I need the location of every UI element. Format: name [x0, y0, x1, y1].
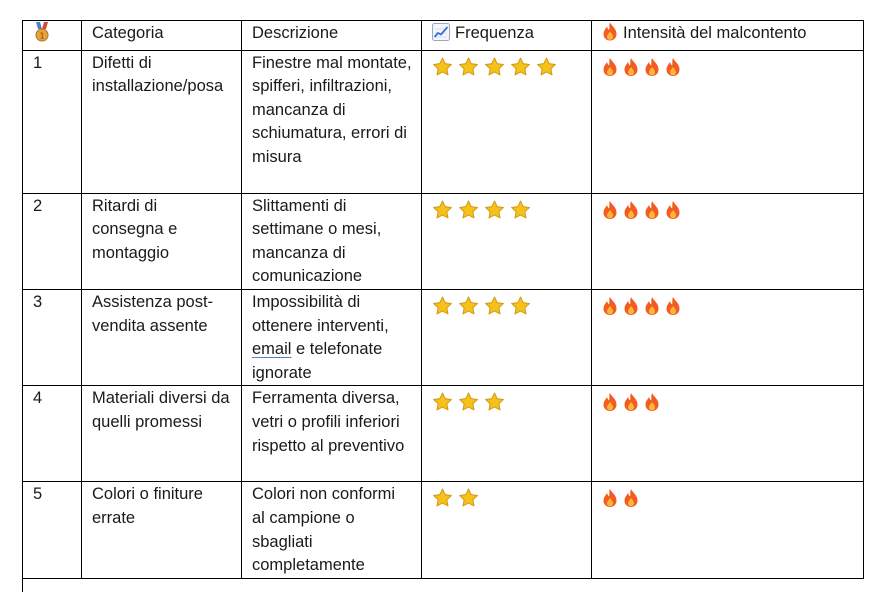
header-category: Categoria — [82, 21, 242, 51]
fire-icon — [665, 200, 681, 220]
header-intensity-label: Intensità del malcontento — [623, 24, 807, 42]
star-icon — [510, 200, 531, 220]
cell-rank: 3 — [23, 289, 82, 385]
cell-category: Materiali diversi da quelli promessi — [82, 386, 242, 482]
table-body — [23, 50, 864, 578]
fire-icon — [623, 392, 639, 412]
star-icon — [510, 57, 531, 77]
cell-description: Ferramenta diversa, vetri o profili inferiori rispetto al preventivo — [242, 386, 422, 482]
cell-rank: 2 — [23, 193, 82, 289]
cell-rank: 4 — [23, 386, 82, 482]
fire-icon — [623, 57, 639, 77]
star-icon — [536, 57, 557, 77]
frequency-rating — [432, 291, 582, 317]
header-rank — [23, 21, 82, 51]
frequency-rating — [432, 387, 582, 413]
cell-category: Colori o finiture errate — [82, 482, 242, 578]
star-icon — [484, 57, 505, 77]
table-row — [23, 482, 864, 578]
intensity-rating — [602, 387, 854, 413]
cell-category: Difetti di installazione/posa — [82, 50, 242, 193]
svg-text:1: 1 — [39, 31, 45, 41]
star-icon — [432, 296, 453, 316]
frequency-rating — [432, 195, 582, 221]
cell-rank: 5 — [23, 482, 82, 578]
fire-icon — [623, 488, 639, 508]
fire-icon — [665, 296, 681, 316]
header-description: Descrizione — [242, 21, 422, 51]
intensity-rating — [602, 52, 854, 78]
fire-icon — [602, 57, 618, 77]
table-row — [23, 289, 864, 385]
cell-intensity — [592, 386, 864, 482]
star-icon — [458, 392, 479, 412]
cell-description — [242, 289, 422, 385]
star-icon — [432, 200, 453, 220]
star-icon — [510, 296, 531, 316]
header-frequency — [422, 21, 592, 51]
star-icon — [484, 200, 505, 220]
cell-description: Colori non conformi al campione o sbagliati completamente — [242, 482, 422, 578]
fire-icon — [623, 200, 639, 220]
intensity-rating — [602, 483, 854, 509]
intensity-rating — [602, 195, 854, 221]
cell-category: Assistenza post-vendita assente — [82, 289, 242, 385]
fire-icon — [644, 392, 660, 412]
cell-frequency — [422, 50, 592, 193]
header-row — [23, 21, 864, 51]
intensity-rating — [602, 291, 854, 317]
star-icon — [458, 57, 479, 77]
star-icon — [432, 392, 453, 412]
table-row — [23, 193, 864, 289]
fire-icon — [644, 200, 660, 220]
cell-intensity — [592, 482, 864, 578]
star-icon — [432, 488, 453, 508]
table-row — [23, 386, 864, 482]
cell-intensity — [592, 289, 864, 385]
description-text: e telefonate ignorate — [252, 340, 383, 382]
star-icon — [484, 296, 505, 316]
star-icon — [458, 200, 479, 220]
cell-description: Slittamenti di settimane o mesi, mancanza di comunicazione — [242, 193, 422, 289]
cell-intensity — [592, 193, 864, 289]
fire-icon — [644, 296, 660, 316]
fire-icon — [602, 200, 618, 220]
star-icon — [432, 57, 453, 77]
header-intensity — [592, 21, 864, 51]
frequency-rating — [432, 483, 582, 509]
fire-icon — [623, 296, 639, 316]
fire-icon — [602, 488, 618, 508]
fire-icon — [602, 392, 618, 412]
cell-frequency — [422, 482, 592, 578]
spellcheck-word: email — [252, 340, 292, 359]
frequency-rating — [432, 52, 582, 78]
star-icon — [458, 296, 479, 316]
table-row — [23, 50, 864, 193]
fire-icon — [644, 57, 660, 77]
cell-description: Finestre mal montate, spifferi, infiltrazioni, mancanza di schiumatura, errori di misura — [242, 50, 422, 193]
star-icon — [484, 392, 505, 412]
header-frequency-label: Frequenza — [455, 24, 534, 42]
chart-increasing-icon — [432, 23, 450, 49]
cell-category: Ritardi di consegna e montaggio — [82, 193, 242, 289]
medal-icon — [33, 22, 51, 50]
cell-rank: 1 — [23, 50, 82, 193]
cell-frequency — [422, 386, 592, 482]
cell-frequency — [422, 193, 592, 289]
description-text: Impossibilità di ottenere interventi, — [252, 292, 389, 335]
fire-icon — [602, 296, 618, 316]
page-margin-line — [22, 568, 23, 592]
star-icon — [458, 488, 479, 508]
cell-intensity — [592, 50, 864, 193]
fire-icon — [602, 22, 618, 49]
complaints-table — [22, 20, 864, 579]
cell-frequency — [422, 289, 592, 385]
fire-icon — [665, 57, 681, 77]
